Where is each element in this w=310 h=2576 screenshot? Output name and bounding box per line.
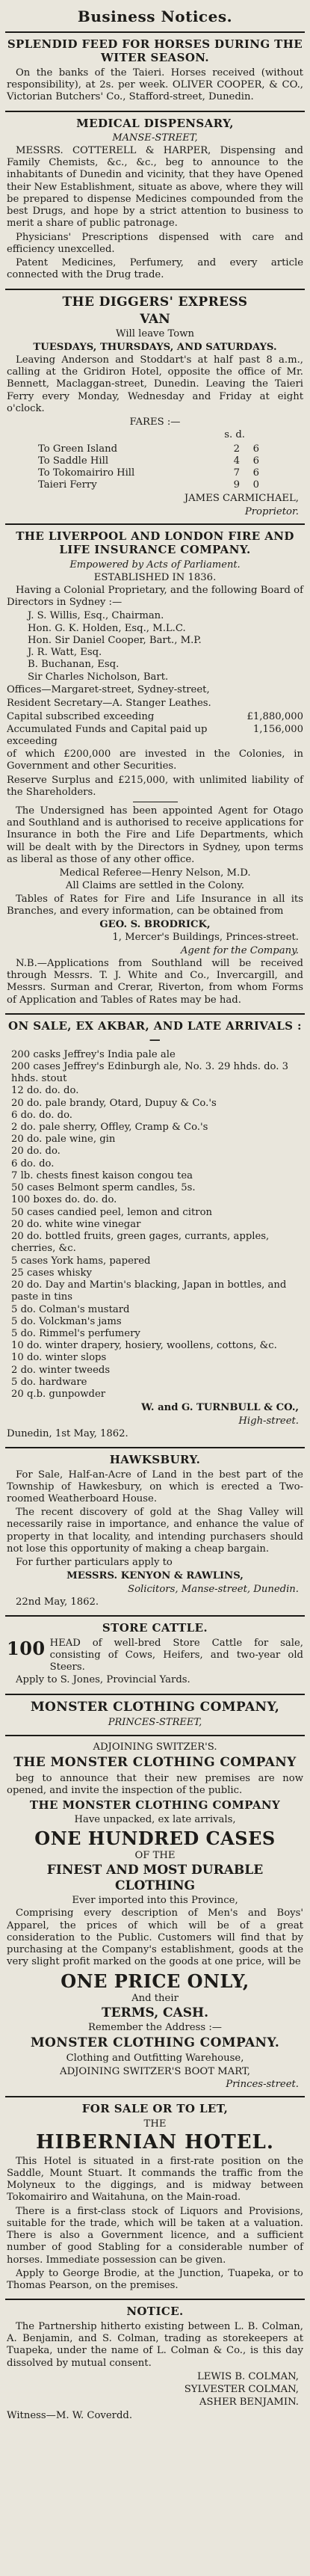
agent-address: 1, Mercer's Buildings, Princes-street.	[112, 932, 299, 944]
ad-body: beg to announce that their new premises are now opened, and invite the inspection of the public.	[7, 1772, 303, 1796]
ad-subheading: Will leave Town	[116, 328, 194, 340]
capital-row	[7, 711, 303, 723]
fare-destination: To Green Island	[38, 443, 118, 455]
signer: SYLVESTER COLMAN,	[184, 2383, 299, 2395]
fare-shillings: 4	[233, 455, 240, 467]
fare-pence: 6	[252, 443, 259, 455]
ad-heading: MONSTER CLOTHING COMPANY.	[30, 2035, 280, 2050]
sale-item: 20 do. bottled fruits, green gages, currants, apples, cherries, &c.	[11, 1231, 270, 1255]
ad-apply: Apply to S. Jones, Provincial Yards.	[16, 1674, 190, 1686]
ad-heading-van: VAN	[140, 312, 170, 328]
ad-heading: THE MONSTER CLOTHING COMPANY	[29, 1798, 281, 1812]
sale-item: 7 lb. chests finest kaison congou tea	[11, 1169, 193, 1181]
ad-line: Clothing and Outfitting Warehouse,	[66, 2053, 244, 2065]
ad-subheading: MANSE-STREET,	[112, 132, 198, 144]
agent-role: Agent for the Company.	[180, 944, 299, 956]
ad-heading: THE LIVERPOOL AND LONDON FIRE AND LIFE INSURANCE COMPANY.	[16, 529, 294, 557]
accum-label: Accumulated Funds and Capital paid up exceeding	[7, 723, 208, 747]
hotel-name: HIBERNIAN HOTEL.	[36, 2130, 274, 2154]
ad-body-line: Patent Medicines, Perfumery, and every article connected with the Drug trade.	[7, 257, 303, 281]
reserve-line: Reserve Surplus and £215,000, with unlimited liability of the Shareholders.	[7, 774, 303, 798]
ad-heading: FOR SALE OR TO LET,	[81, 2102, 229, 2116]
ad-medical-dispensary	[5, 112, 305, 290]
cattle-number: 100	[7, 1637, 46, 1659]
referee-line: Medical Referee—Henry Nelson, M.D.	[59, 867, 251, 879]
nb-line: N.B.—Applications from Southland will be received through Messrs. T. J. White and Co., Invercargill, and Messrs. Surman and Crerar, Riverton, from whom Forms of Application and Tables of Rates may be had.	[7, 957, 303, 1006]
sale-item: 100 boxes do. do. do.	[11, 1194, 117, 1206]
sale-item: 5 do. Colman's mustard	[11, 1303, 130, 1315]
fare-pence: 6	[252, 455, 259, 467]
ad-heading: NOTICE.	[126, 2305, 184, 2319]
fare-row	[37, 479, 261, 491]
sale-date: Dunedin, 1st May, 1862.	[7, 1427, 128, 1439]
ad-line: OF THE	[134, 1850, 176, 1862]
director-entry: Hon. G. K. Holden, Esq., M.L.C.	[28, 622, 186, 634]
fare-shillings: 9	[233, 479, 240, 491]
agent-name: MESSRS. KENYON & RAWLINS,	[66, 1570, 244, 1582]
capital-label: Capital subscribed exceeding	[7, 711, 155, 723]
tables-line: Tables of Rates for Fire and Life Insurance in all its Branches, and every information, can be obtained from	[7, 893, 303, 917]
ad-display-line: TERMS, CASH.	[101, 2005, 209, 2021]
ad-body: Leaving Anderson and Stoddart's at half past 8 a.m., calling at the Gridiron Hotel, opposite the office of Mr. Bennett, Maclaggan-street, Dunedin. Leaving the Taieri Ferry every Monday, Wednesday and Friday at eight o'clock.	[7, 354, 303, 414]
ad-monster-clothing-1	[5, 1695, 305, 1737]
sale-item: 25 cases whisky	[11, 1267, 92, 1279]
ad-horse-feed	[5, 33, 305, 112]
ad-adjoining: ADJOINING SWITZER'S.	[93, 1742, 217, 1753]
ad-days: TUESDAYS, THURSDAYS, AND SATURDAYS.	[33, 341, 277, 353]
sale-item: 5 cases York hams, papered	[11, 1255, 151, 1267]
directors-list	[7, 610, 303, 683]
proprietor-name: JAMES CARMICHAEL,	[184, 493, 299, 505]
ad-heading: SPLENDID FEED FOR HORSES DURING THE WITER SEASON.	[7, 37, 303, 65]
sale-item: 2 do. winter tweeds	[11, 1364, 111, 1376]
ad-line: Remember the Address :—	[88, 2022, 222, 2034]
ad-notice	[5, 2300, 305, 2429]
director-entry: B. Buchanan, Esq.	[28, 659, 120, 671]
ad-hibernian-hotel	[5, 2097, 305, 2300]
ad-body: The Partnership hitherto existing between L. B. Colman, A. Benjamin, and S. Colman, trading as storekeepers at Tuapeka, under the name of L. Colman & Co., is this day dissolved by mutual consent.	[7, 2320, 303, 2369]
secretary-line: Resident Secretary—A. Stanger Leathes.	[7, 698, 211, 710]
fare-destination: To Saddle Hill	[38, 455, 109, 467]
seller-name: W. and G. TURNBULL & CO.,	[141, 1402, 299, 1414]
ad-line: Ever imported into this Province,	[72, 1895, 238, 1907]
ad-store-cattle	[5, 1617, 305, 1694]
ad-body: Comprising every description of Men's and Boys' Apparel, the prices of which will be of a great consideration to the Public. Customers will find that by purchasing at the Company's establishment, goods at the very slight profit marked on the goods at one price, will be	[7, 1908, 303, 1968]
ad-display-line: ONE PRICE ONLY,	[61, 1970, 249, 1992]
sale-item: 6 do. do. do.	[11, 1109, 72, 1121]
fare-destination: Taieri Ferry	[38, 479, 97, 491]
ad-line: Have unpacked, ex late arrivals,	[74, 1814, 236, 1826]
ad-body: On the banks of the Taieri. Horses received (without responsibility), at 2s. per week. OLIVER COOPER, & CO., Victorian Butchers' Co., Stafford-street, Dunedin.	[7, 67, 303, 103]
ad-diggers-express	[5, 290, 305, 525]
sale-item: 20 do. pale brandy, Otard, Dupuy & Co.'s	[11, 1097, 217, 1109]
fare-row	[37, 455, 261, 467]
fares-units: s. d.	[224, 429, 245, 441]
ad-body-line: Physicians' Prescriptions dispensed with care and efficiency unexcelled.	[7, 231, 303, 255]
ad-heading: MEDICAL DISPENSARY,	[76, 116, 234, 130]
sale-item: 5 do. Rimmel's perfumery	[11, 1328, 140, 1339]
agent-name: GEO. S. BRODRICK,	[99, 919, 211, 931]
accum-value: 1,156,000	[252, 723, 303, 735]
sale-item: 10 do. winter slops	[11, 1352, 107, 1364]
ad-insurance	[5, 525, 305, 1015]
sale-item: 5 do. hardware	[11, 1376, 87, 1388]
capital-value: £1,880,000	[247, 711, 303, 723]
ad-line: ADJOINING SWITZER'S BOOT MART,	[60, 2065, 250, 2077]
invested-line: of which £200,000 are invested in the Colonies, in Government and other Securities.	[7, 748, 303, 772]
claims-line: All Claims are settled in the Colony.	[65, 880, 245, 892]
fares-label: FARES :—	[129, 416, 181, 428]
witness-line: Witness—M. W. Coverdd.	[7, 2410, 133, 2422]
signer: LEWIS B. COLMAN,	[196, 2370, 299, 2382]
sale-item: 20 do. do.	[11, 1146, 61, 1158]
ad-line: THE	[143, 2118, 167, 2130]
director-entry: J. R. Watt, Esq.	[28, 647, 102, 659]
sale-item: 200 casks Jeffrey's India pale ale	[11, 1048, 176, 1060]
ad-apply: For further particulars apply to	[16, 1557, 173, 1569]
page-masthead: Business Notices.	[5, 3, 305, 33]
ad-body: For Sale, Half-an-Acre of Land in the best part of the Township of Hawkesbury, on which is erected a Two-roomed Weatherboard House.	[7, 1469, 303, 1505]
seller-address: High-street.	[238, 1415, 299, 1427]
ad-subheading: Empowered by Acts of Parliament.	[69, 559, 241, 571]
ad-body: The recent discovery of gold at the Shag Valley will necessarily raise in importance, and enhance the value of property in that locality, and intending purchasers should not lose this opportunity of making a cheap bargain.	[7, 1507, 303, 1555]
fare-row	[37, 443, 261, 455]
ad-subheading: PRINCES-STREET,	[108, 1717, 202, 1729]
ad-heading: THE DIGGERS' EXPRESS	[62, 294, 248, 310]
ad-body: MESSRS. COTTERELL & HARPER, Dispensing and Family Chemists, &c., &c., beg to announce to the inhabitants of Dunedin and vicinity, that they have Opened their New Establishment, situate as above, where they will be prepared to dispense Medicines compounded from the best Drugs, and hope by a strict attention to business to merit a share of public patronage.	[7, 145, 303, 230]
sale-item: 50 cases Belmont sperm candles, 5s.	[11, 1182, 196, 1194]
ad-display-line: FINEST AND MOST DURABLE CLOTHING	[46, 1863, 264, 1894]
fare-shillings: 7	[233, 467, 240, 479]
ad-date: 22nd May, 1862.	[16, 1596, 99, 1608]
ad-heading: ON SALE, EX AKBAR, AND LATE ARRIVALS :—	[8, 1018, 302, 1047]
sale-item-list	[7, 1049, 303, 1401]
cattle-body-row	[7, 1638, 303, 1674]
signer: ASHER BENJAMIN.	[199, 2397, 299, 2409]
ad-heading: MONSTER CLOTHING COMPANY,	[30, 1699, 280, 1715]
director-entry: Hon. Sir Daniel Cooper, Bart., M.P.	[28, 634, 202, 646]
agent-body: The Undersigned has been appointed Agent for Otago and Southland and is authorised to receive applications for Insurance in both the Fire and Life Departments, which will be dealt with by the Directors in Sydney, upon terms as liberal as those of any other office.	[7, 805, 303, 865]
established-line: ESTABLISHED IN 1836.	[93, 571, 217, 583]
sale-item: 200 cases Jeffrey's Edinburgh ale, No. 3. 29 hhds. do. 3 hhds. stout	[11, 1060, 289, 1085]
ad-hawksbury	[5, 1448, 305, 1617]
ad-body: HEAD of well-bred Store Cattle for sale, consisting of Cows, Heifers, and two-year old Steers.	[49, 1637, 303, 1673]
accum-row	[7, 724, 303, 748]
director-entry: Sir Charles Nicholson, Bart.	[28, 671, 169, 683]
ad-heading: STORE CATTLE.	[102, 1621, 208, 1635]
fare-row	[37, 467, 261, 479]
fare-shillings: 2	[233, 443, 240, 455]
sale-item: 2 do. pale sherry, Offley, Cramp & Co.'s	[11, 1122, 208, 1134]
ad-on-sale	[5, 1015, 305, 1448]
sale-item: 12 do. do. do.	[11, 1085, 79, 1097]
ad-line: And their	[131, 1993, 179, 2005]
sale-item: 20 q.b. gunpowder	[11, 1389, 106, 1401]
ad-body: This Hotel is situated in a first-rate position on the Saddle, Mount Stuart. It commands the traffic from the Molyneux to the diggings, and is midway between Tokomairiro and Waitahuna, on the Main-road.	[7, 2155, 303, 2204]
fares-table	[37, 443, 261, 492]
director-entry: J. S. Willis, Esq., Chairman.	[28, 610, 164, 622]
ad-body: There is a first-class stock of Liquors and Provisions, suitable for the trade, which will be taken at a valuation. There is also a Government licence, and a sufficient number of good Stabling for a considerable number of horses. Immediate possession can be given.	[7, 2205, 303, 2266]
sale-item: 10 do. winter drapery, hosiery, woollens, cottons, &c.	[11, 1340, 277, 1352]
sale-item: 5 do. Volckman's jams	[11, 1315, 122, 1327]
ad-monster-clothing-2	[5, 1736, 305, 2097]
fare-pence: 0	[252, 479, 259, 491]
ad-heading: HAWKSBURY.	[109, 1453, 201, 1467]
ad-apply: Apply to George Brodie, at the Junction, Tuapeka, or to Thomas Pearson, on the premises.	[7, 2267, 303, 2292]
ad-body: Having a Colonial Proprietary, and the following Board of Directors in Sydney :—	[7, 585, 303, 609]
ad-display-line: ONE HUNDRED CASES	[34, 1827, 276, 1849]
fare-destination: To Tokomairiro Hill	[38, 467, 135, 479]
ad-address: Princes-street.	[226, 2078, 299, 2090]
ad-heading: THE MONSTER CLOTHING COMPANY	[13, 1754, 297, 1770]
sale-item: 20 do. Day and Martin's blacking, Japan in bottles, and paste in tins	[11, 1279, 287, 1303]
fare-pence: 6	[252, 467, 259, 479]
sale-item: 20 do. white wine vinegar	[11, 1218, 141, 1230]
sale-item: 6 do. do.	[11, 1158, 55, 1169]
proprietor-title: Proprietor.	[244, 505, 299, 517]
agent-role: Solicitors, Manse-street, Dunedin.	[128, 1583, 299, 1595]
sale-item: 20 do. pale wine, gin	[11, 1134, 116, 1146]
offices-line: Offices—Margaret-street, Sydney-street,	[7, 683, 210, 695]
sale-item: 50 cases candied peel, lemon and citron	[11, 1206, 213, 1218]
